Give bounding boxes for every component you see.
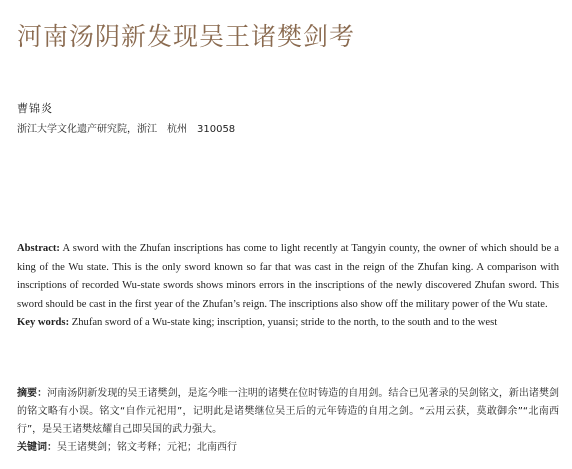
abstract-cn-separator: ： [37,388,48,399]
author-affiliation: 浙江大学文化遗产研究院，浙江 杭州 310058 [17,124,236,135]
abstract-cn-text: 河南汤阴新发现的吴王诸樊剑，是迄今唯一注明的诸樊在位时铸造的自用剑。结合已见著录的吴剑铭文，新出诸樊剑的铭文略有小误。铭文“自作元祀用”，记明此是诸樊继位吴王后的元年铸造的自用之剑。“云用云获，莫敢御余”“北南西行”，是吴王诸樊炫耀自己即吴国的武力强大。 [17,388,560,435]
keywords-en-label: Key words [17,317,66,328]
author-name: 曹锦炎 [17,102,53,115]
keywords-cn-label: 关键词 [17,442,47,453]
abstract-cn-label: 摘要 [17,388,38,399]
keywords-cn-text: 吴王诸樊剑；铭文考释；元祀；北南西行 [57,442,237,453]
english-keywords [17,314,559,333]
abstract-en-label: Abstract [17,243,57,254]
chinese-abstract-section [17,385,559,457]
english-abstract [17,240,559,314]
paper-title: 河南汤阴新发现吴王诸樊剑考 [17,22,356,51]
chinese-keywords [17,439,559,457]
english-abstract-section [17,240,559,333]
chinese-abstract [17,385,559,439]
abstract-en-separator: : [56,243,60,254]
keywords-en-text: Zhufan sword of a Wu-state king; inscription, yuansi; stride to the north, to the south and to the west [71,317,498,328]
abstract-en-text: A sword with the Zhufan inscriptions has come to light recently at Tangyin county, the owner of which should be a king of the Wu state. This is the only sword known so far that was cast in the reign of the Zhufan king. A comparison with inscriptions of recorded Wu-state swords shows minors errors in the inscriptions of the newly discovered Zhufan sword. This sword should be cast in the first year of the Zhufan’s reign. The inscriptions also show off the military power of the Wu state. [17,243,559,310]
keywords-cn-separator: ： [47,442,57,453]
keywords-en-separator: : [65,317,70,328]
